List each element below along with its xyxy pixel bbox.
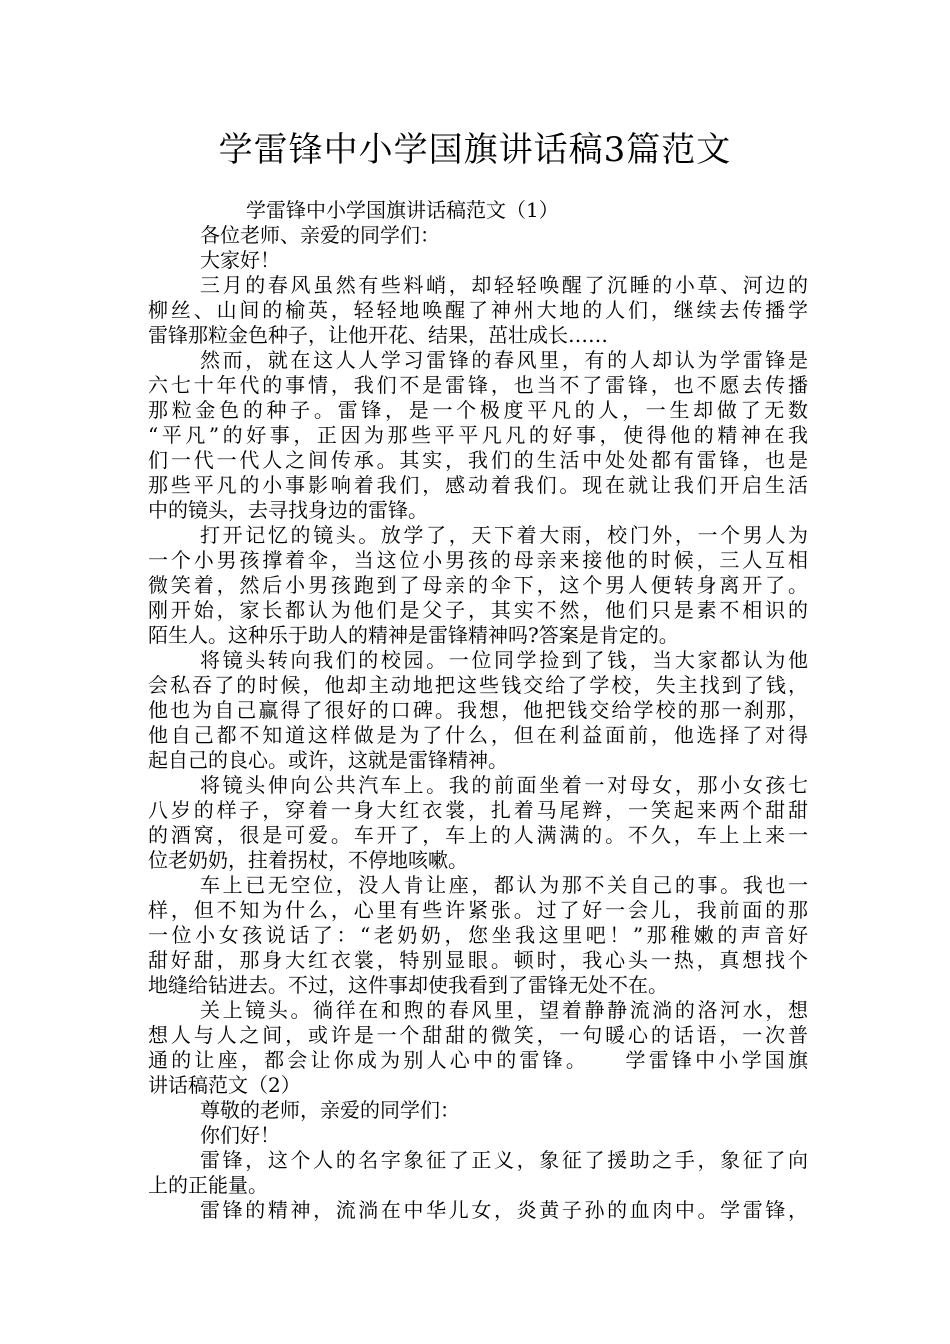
text-line: 地缝给钻进去。不过，这件事却使我看到了雷锋无处不在。 [148, 973, 668, 997]
text-line: 甜好甜，那身大红衣裳，特别显眼。顿时，我心头一热，真想找个 [148, 948, 808, 972]
text-line: 中的镜头，去寻找身边的雷锋。 [148, 498, 428, 522]
text-line: 关上镜头。徜徉在和煦的春风里，望着静静流淌的洛河水，想 [200, 998, 808, 1022]
text-line: 尊敬的老师，亲爱的同学们： [200, 1098, 460, 1122]
text-line: 想人与人之间，或许是一个甜甜的微笑，一句暖心的话语，一次普 [148, 1023, 808, 1047]
text-line: 打开记忆的镜头。放学了，天下着大雨，校门外，一个男人为 [200, 523, 808, 547]
text-line: 微笑着，然后小男孩跑到了母亲的伞下，这个男人便转身离开了。 [148, 573, 808, 597]
text-line: 的酒窝，很是可爱。车开了，车上的人满满的。不久，车上上来一 [148, 823, 808, 847]
text-line: 上的正能量。 [148, 1173, 268, 1197]
document-body [148, 198, 808, 1223]
text-line: 各位老师、亲爱的同学们： [200, 223, 440, 247]
text-line: 柳丝、山间的榆英，轻轻地唤醒了神州大地的人们，继续去传播学 [148, 298, 808, 322]
text-line: 起自己的良心。或许，这就是雷锋精神。 [148, 748, 508, 772]
text-line: 雷锋，这个人的名字象征了正义，象征了援助之手，象征了向 [200, 1148, 808, 1172]
text-line: 然而，就在这人人学习雷锋的春风里，有的人却认为学雷锋是 [200, 348, 808, 372]
text-line: 雷锋的精神，流淌在中华儿女，炎黄子孙的血肉中。学雷锋， [200, 1198, 808, 1222]
text-line: 六七十年代的事情，我们不是雷锋，也当不了雷锋，也不愿去传播 [148, 373, 808, 397]
document-title: 学雷锋中小学国旗讲话稿3篇范文 [218, 130, 732, 170]
text-line: 刚开始，家长都认为他们是父子，其实不然，他们只是素不相识的 [148, 598, 808, 622]
text-line: “平凡”的好事，正因为那些平平凡凡的好事，使得他的精神在我 [148, 423, 808, 447]
text-line: 雷锋那粒金色种子，让他开花、结果，茁壮成长…… [148, 323, 608, 347]
text-line: 那些平凡的小事影响着我们，感动着我们。现在就让我们开启生活 [148, 473, 808, 497]
text-line: 将镜头转向我们的校园。一位同学捡到了钱，当大家都认为他 [200, 648, 808, 672]
text-line: 大家好！ [200, 248, 280, 272]
text-line: 们一代一代人之间传承。其实，我们的生活中处处都有雷锋，也是 [148, 448, 808, 472]
text-line: 你们好！ [200, 1123, 280, 1147]
text-line: 位老奶奶，拄着拐杖，不停地咳嗽。 [148, 848, 468, 872]
text-line: 他自己都不知道这样做是为了什么，但在利益面前，他选择了对得 [148, 723, 808, 747]
text-line: 将镜头伸向公共汽车上。我的前面坐着一对母女，那小女孩七 [200, 773, 808, 797]
text-line: 样，但不知为什么，心里有些许紧张。过了好一会儿，我前面的那 [148, 898, 808, 922]
text-line: 学雷锋中小学国旗讲话稿范文（1） [246, 198, 559, 222]
text-line: 陌生人。这种乐于助人的精神是雷锋精神吗?答案是肯定的。 [148, 623, 679, 647]
text-line: 一位小女孩说话了：“老奶奶，您坐我这里吧！”那稚嫩的声音好 [148, 923, 808, 947]
text-line: 他也为自己赢得了很好的口碑。我想，他把钱交给学校的那一刹那， [148, 698, 808, 722]
text-line: 车上已无空位，没人肯让座，都认为那不关自己的事。我也一 [200, 873, 808, 897]
text-line: 会私吞了的时候，他却主动地把这些钱交给了学校，失主找到了钱， [148, 673, 808, 697]
text-line: 八岁的样子，穿着一身大红衣裳，扎着马尾辫，一笑起来两个甜甜 [148, 798, 808, 822]
text-line: 讲话稿范文（2） [148, 1073, 301, 1097]
text-line: 三月的春风虽然有些料峭，却轻轻唤醒了沉睡的小草、河边的 [200, 273, 808, 297]
text-line: 那粒金色的种子。雷锋，是一个极度平凡的人，一生却做了无数 [148, 398, 808, 422]
text-line: 通的让座，都会让你成为别人心中的雷锋。 学雷锋中小学国旗 [148, 1048, 808, 1072]
text-line: 一个小男孩撑着伞，当这位小男孩的母亲来接他的时候，三人互相 [148, 548, 808, 572]
